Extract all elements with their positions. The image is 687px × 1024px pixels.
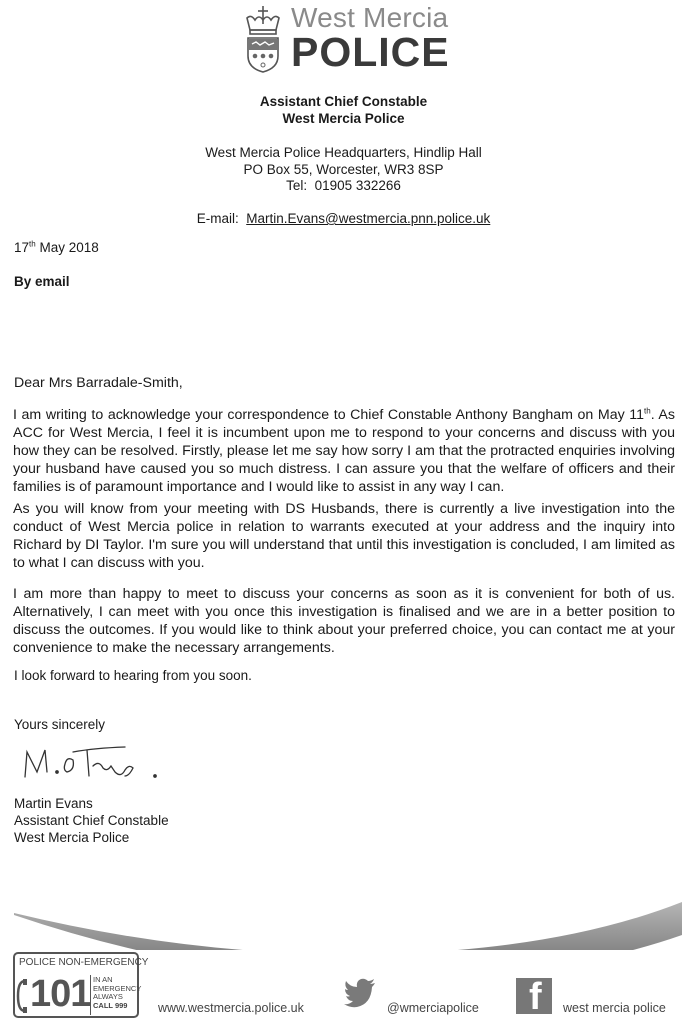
paragraph-2-text: As you will know from your meeting with DS Husbands, there is currently a live investigation into the conduct of West Mercia police in relation to warrants executed at your address and the inquiry into Richard by DI Taylor. I'm sure you will understand that until this investigation is concluded, I am limited as to what I can discuss with you. [13, 501, 675, 571]
sender-title: Assistant Chief Constable [259, 94, 428, 109]
delivery-method: By email [14, 274, 70, 289]
non-emergency-title: POLICE NON-EMERGENCY [19, 957, 149, 968]
non-emergency-number: 101 [30, 973, 91, 1015]
signatory-title: Assistant Chief Constable [14, 813, 169, 828]
non-emergency-divider [90, 975, 91, 1015]
signatory-name: Martin Evans [14, 796, 93, 811]
tel-label: Tel: [286, 178, 308, 193]
signatory-org: West Mercia Police [14, 830, 130, 845]
emergency-line-1: IN AN [93, 975, 113, 984]
logo-text-west-mercia: West Mercia [291, 2, 449, 33]
closing: Yours sincerely [14, 717, 106, 732]
salutation: Dear Mrs Barradale-Smith, [14, 375, 183, 391]
twitter-icon[interactable] [344, 978, 376, 1008]
sender-org: West Mercia Police [282, 111, 405, 126]
letter-date [14, 240, 99, 255]
emergency-note [93, 976, 141, 1010]
website-link[interactable]: www.westmercia.police.uk [158, 1001, 304, 1015]
facebook-name[interactable]: west mercia police [563, 1001, 666, 1015]
facebook-glyph: f [529, 976, 542, 1018]
date-day: 17 [14, 240, 30, 255]
signature-image [15, 742, 165, 787]
date-month-year: May 2018 [35, 240, 99, 255]
decorative-swoosh [0, 880, 687, 950]
emergency-line-3: ALWAYS [93, 992, 123, 1001]
police-crest-icon [241, 4, 285, 74]
logo-text-police: POLICE [291, 29, 450, 75]
paragraph-3-text: I am more than happy to meet to discuss your concerns as soon as it is convenient for both of us. Alternatively, I can meet with you once this investigation is finalised and we are in a better position to discuss the outcomes. If you would like to think about your preferred choice, you can contact me at your convenience to make the necessary arrangements. [13, 586, 675, 656]
email-link[interactable]: Martin.Evans@westmercia.pnn.police.uk [246, 211, 491, 226]
emergency-line-4: CALL 999 [93, 1000, 128, 1010]
paragraph-4: I look forward to hearing from you soon. [14, 668, 252, 683]
address-line-2: PO Box 55, Worcester, WR3 8SP [243, 162, 444, 177]
phone-icon [16, 978, 28, 1014]
paragraph-2 [13, 500, 675, 572]
paragraph-1-sup: th [644, 406, 651, 416]
paragraph-1 [13, 406, 675, 496]
email [0, 211, 687, 226]
twitter-handle[interactable]: @wmerciapolice [387, 1001, 479, 1015]
address-line-1: West Mercia Police Headquarters, Hindlip Hall [205, 145, 482, 160]
paragraph-1-text-a: I am writing to acknowledge your correspondence to Chief Constable Anthony Bangham on May 11 [13, 407, 645, 423]
facebook-icon[interactable] [516, 976, 552, 1018]
tel-number: 01905 332266 [314, 178, 401, 193]
emergency-line-2: EMERGENCY [93, 983, 142, 993]
email-label: E-mail: [196, 211, 239, 226]
telephone [0, 178, 687, 193]
date-suffix: th [29, 239, 36, 249]
paragraph-1-text-b: . As ACC for West Mercia, I feel it is incumbent upon me to respond to your concerns and discuss with you how they can be resolved. Firstly, please let me say how sorry I am that the protracted enquiries involving your husband have caused you so much distress. I can assure you that the welfare of officers and their families is of paramount importance and I would like to assist in any way I can. [13, 407, 675, 495]
paragraph-3 [13, 585, 675, 657]
